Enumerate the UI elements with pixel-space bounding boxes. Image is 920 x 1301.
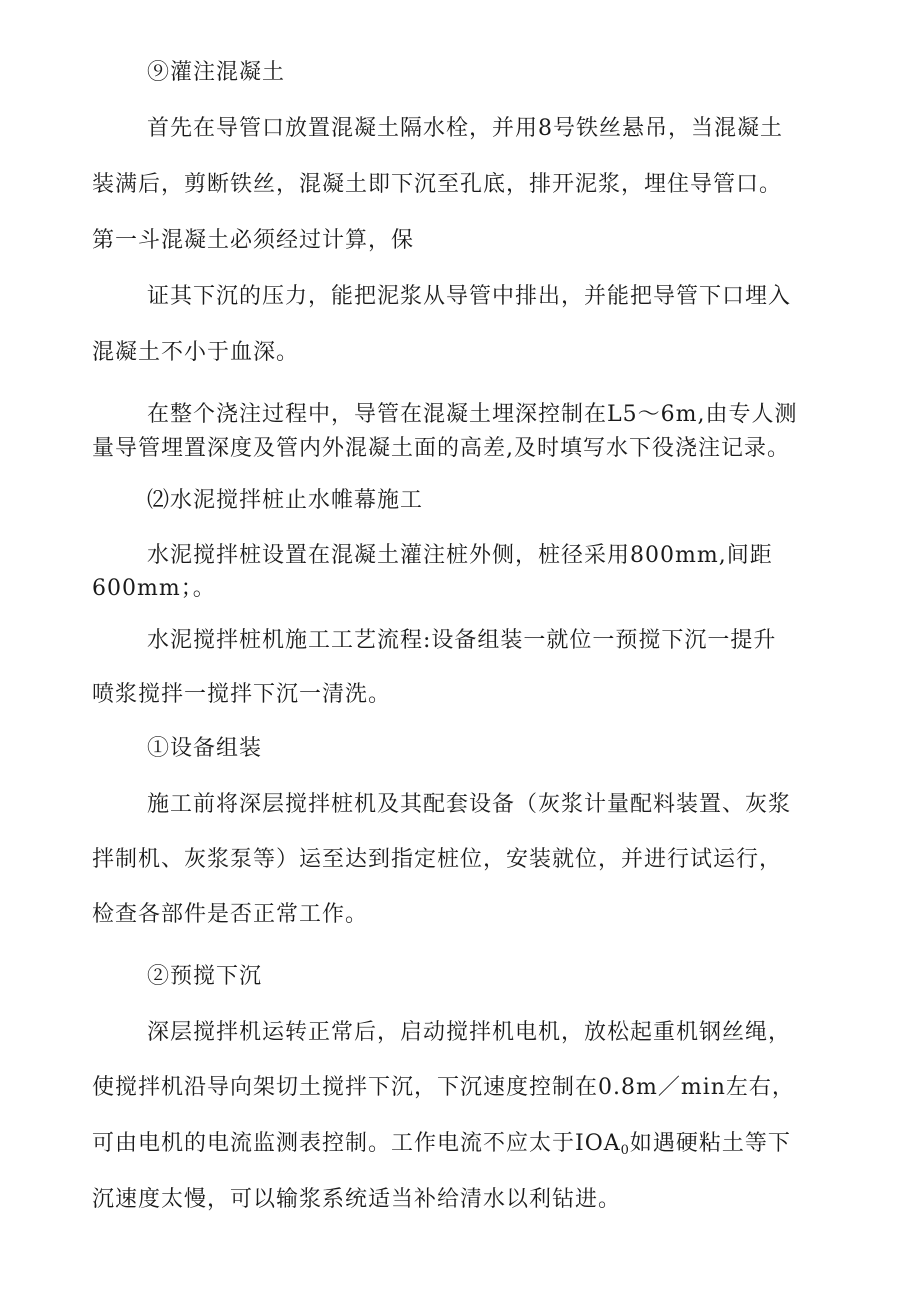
paragraph-text: 可由电机的电流监测表控制。工作电流不应太于IOA — [92, 1131, 621, 1156]
paragraph-line: 施工前将深层搅拌桩机及其配套设备（灰浆计量配料装置、灰浆 — [147, 792, 792, 817]
subscript-zero: 0 — [620, 1143, 630, 1158]
paragraph-line: 检查各部件是否正常工作。 — [92, 902, 369, 927]
paragraph-line: 证其下沉的压力，能把泥浆从导管中排出，并能把导管下口埋入 — [147, 284, 792, 309]
paragraph-line: 装满后，剪断铁丝，混凝土即下沉至孔底，排开泥浆，埋住导管口。 — [92, 172, 783, 197]
heading-pour-concrete: ⑨灌注混凝土 — [147, 60, 286, 85]
paragraph-line: 沉速度太慢，可以输浆系统适当补给清水以利钻进。 — [92, 1187, 622, 1212]
heading-equipment-assembly: ①设备组装 — [147, 736, 263, 761]
paragraph-line: 水泥搅拌桩设置在混凝土灌注桩外侧，桩径采用800mm,间距 — [147, 543, 773, 568]
paragraph-line: 600mm；。 — [92, 576, 216, 601]
heading-cement-mixing-pile: ⑵水泥搅拌桩止水帷幕施工 — [147, 488, 424, 513]
paragraph-line: 首先在导管口放置混凝土隔水栓，并用8号铁丝悬吊，当混凝土 — [147, 116, 783, 141]
paragraph-line: 量导管埋置深度及管内外混凝土面的高差,及时填写水下役浇注记录。 — [92, 436, 790, 461]
paragraph-line: 第一斗混凝土必须经过计算，保 — [92, 228, 415, 253]
paragraph-line: 深层搅拌机运转正常后，启动搅拌机电机，放松起重机钢丝绳， — [147, 1020, 792, 1045]
paragraph-line: 喷浆搅拌一搅拌下沉一清洗。 — [92, 682, 392, 707]
paragraph-text: 如遇硬粘土等下 — [629, 1131, 791, 1156]
paragraph-line: 水泥搅拌桩机施工工艺流程:设备组装一就位一预搅下沉一提升 — [147, 628, 777, 653]
paragraph-line: 在整个浇注过程中，导管在混凝土埋深控制在L5～6m,由专人测 — [147, 402, 798, 427]
paragraph-line: 拌制机、灰浆泵等）运至达到指定桩位，安装就位，并进行试运行， — [92, 847, 783, 872]
paragraph-line: 使搅拌机沿导向架切土搅拌下沉，下沉速度控制在0.8m／min左右， — [92, 1075, 795, 1100]
heading-pre-mixing-sinking: ②预搅下沉 — [147, 964, 263, 989]
paragraph-line: 混凝土不小于血深。 — [92, 340, 300, 365]
paragraph-line-with-subscript — [92, 1129, 791, 1166]
